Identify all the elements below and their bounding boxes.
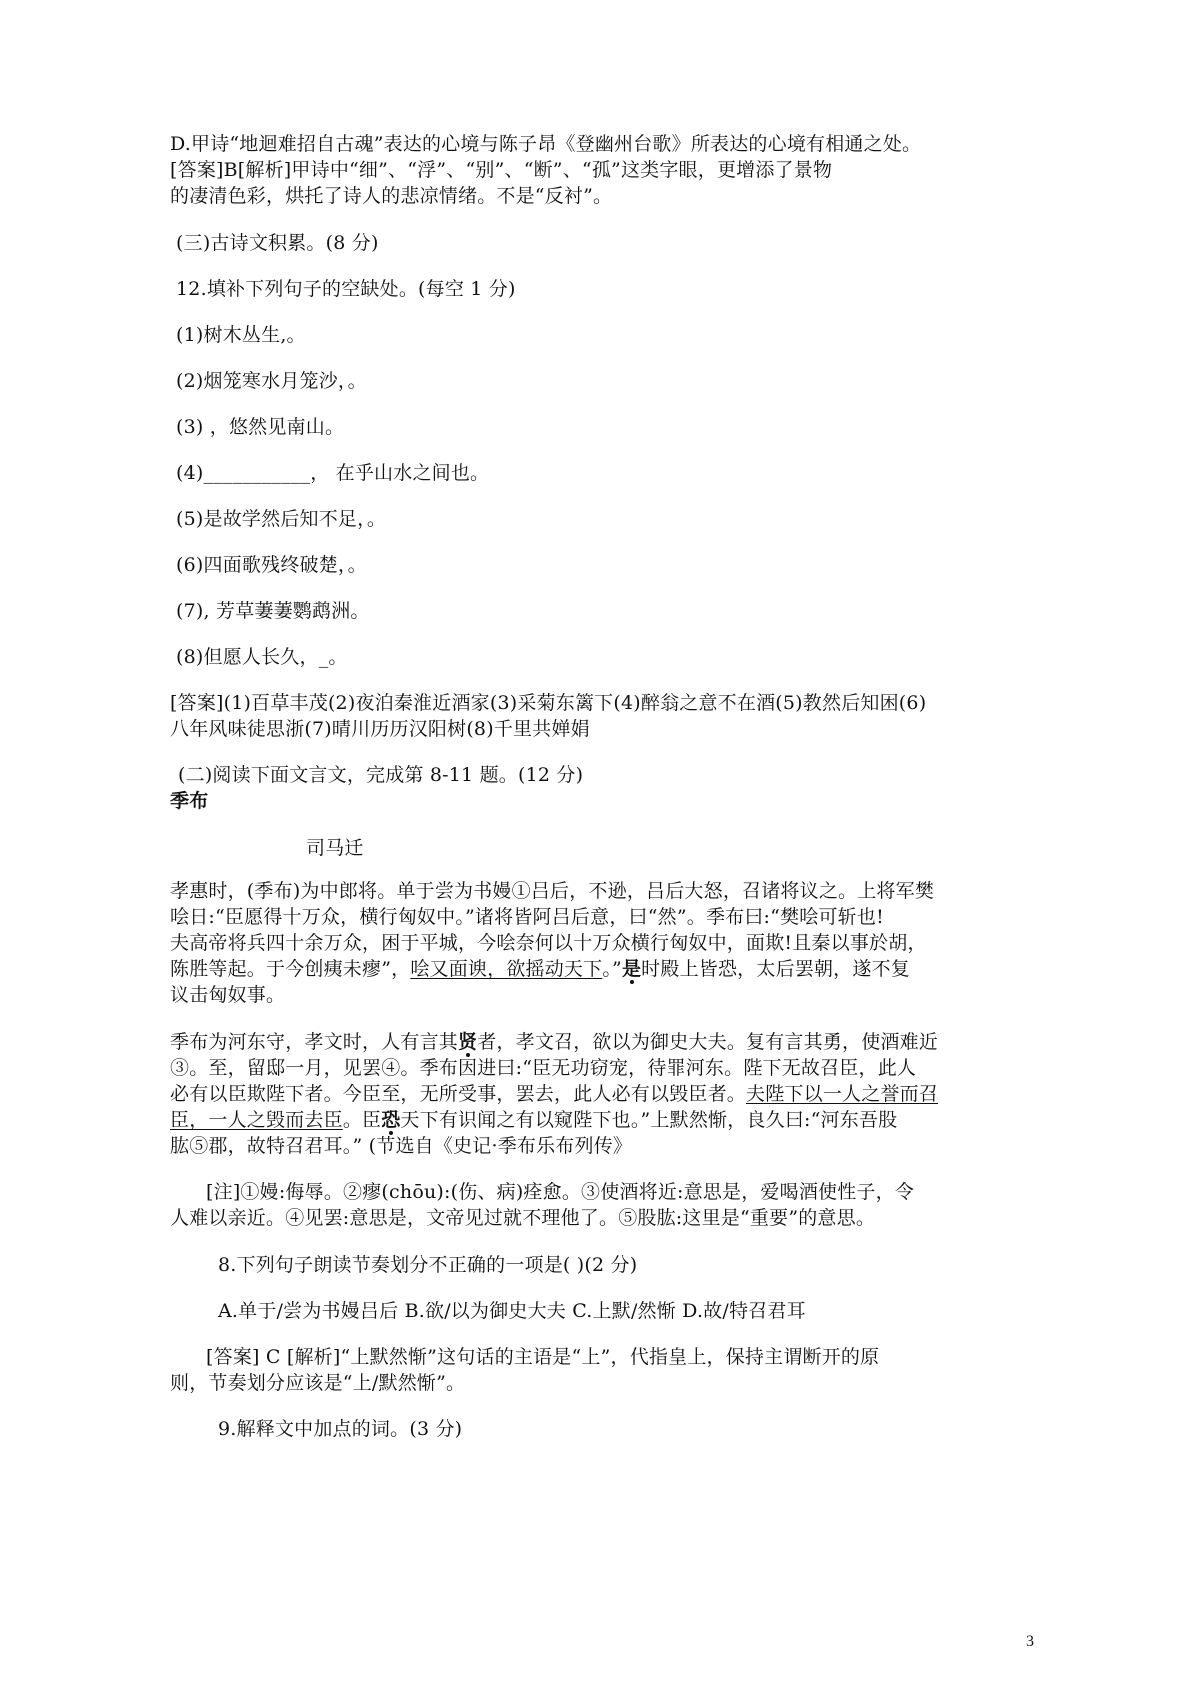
passage-text: 时殿上皆恐，太后罢朝，遂不复 bbox=[641, 958, 910, 980]
blank-5: (5)是故学然后知不足，。 bbox=[176, 508, 387, 530]
underlined-sentence: 臣，一人之毁而去臣 bbox=[170, 1109, 343, 1131]
blank-7: (7), 芳草萋萋鹦鹉洲。 bbox=[176, 600, 370, 622]
question-8-options: A.单于/尝为书嫚吕后 B.欲/以为御史大夫 C.上默/然惭 D.故/特召君耳 bbox=[218, 1300, 806, 1322]
passage-author: 司马迁 bbox=[306, 837, 364, 859]
annotation-notes-cont: 人难以亲近。④见罢:意思是，文帝见过就不理他了。⑤股肱:这里是“重要”的意思。 bbox=[170, 1207, 876, 1229]
answer-11-cont: 的凄清色彩，烘托了诗人的悲凉情绪。不是“反衬”。 bbox=[170, 185, 613, 207]
passage-text: 天下有识闻之有以窥陛下也。”上默然惭，良久曰:“河东吾股 bbox=[400, 1109, 898, 1131]
answer-12-cont: 八年风味徒思浙(7)晴川历历汉阳树(8)千里共婵娟 bbox=[170, 718, 590, 740]
dotted-word-kong: 恐 bbox=[381, 1109, 401, 1131]
page-number: 3 bbox=[1026, 1633, 1034, 1650]
passage-line: 夫高帝将兵四十余万众，困于平城，今哙奈何以十万众横行匈奴中，面欺!且秦以事於胡， bbox=[170, 932, 927, 954]
dotted-word-xian: 贤 bbox=[458, 1031, 478, 1053]
passage-line: ③。至，留邸一月，见罢④。季布因进曰:“臣无功窃宠，待罪河东。陛下无故召臣，此人 bbox=[170, 1057, 917, 1079]
blank-2: (2)烟笼寒水月笼沙，。 bbox=[176, 370, 367, 392]
underlined-sentence: 哙又面谀，欲摇动天下 bbox=[410, 958, 603, 980]
question-12: 12.填补下列句子的空缺处。(每空 1 分) bbox=[176, 278, 516, 300]
option-d: D.甲诗“地迴难招自古魂”表达的心境与陈子昂《登幽州台歌》所表达的心境有相通之处。 bbox=[170, 133, 922, 155]
passage-text: 。臣 bbox=[342, 1109, 382, 1131]
answer-8: [答案] C [解析]“上默然惭”这句话的主语是“上”，代指皇上，保持主谓断开的原 bbox=[206, 1346, 880, 1368]
passage-line: 议击匈奴事。 bbox=[170, 984, 286, 1006]
passage-line: 肱⑤郡，故特召君耳。” (节选自《史记·季布乐布列传》 bbox=[170, 1135, 633, 1157]
passage-line bbox=[170, 1029, 938, 1055]
passage-title: 季布 bbox=[170, 790, 209, 812]
passage-text: 。” bbox=[602, 958, 622, 980]
blank-6: (6)四面歌残终破楚，。 bbox=[176, 554, 367, 576]
question-9: 9.解释文中加点的词。(3 分) bbox=[218, 1418, 463, 1440]
question-8: 8.下列句子朗读节奏划分不正确的一项是( )(2 分) bbox=[218, 1254, 638, 1276]
answer-11: [答案]B[解析]甲诗中“细”、“浮”、“别”、“断”、“孤”这类字眼，更增添了景物 bbox=[170, 159, 833, 181]
answer-12: [答案](1)百草丰茂(2)夜泊秦淮近酒家(3)采菊东篱下(4)醉翁之意不在酒(5)教然后知困(6) bbox=[170, 692, 927, 714]
section-heading-3: (三)古诗文积累。(8 分) bbox=[176, 232, 379, 254]
passage-line bbox=[170, 956, 910, 982]
blank-4: (4)___________， 在乎山水之间也。 bbox=[176, 462, 490, 484]
answer-8-cont: 则，节奏划分应该是“上/默然惭”。 bbox=[170, 1372, 466, 1394]
passage-text: 必有以臣欺陛下者。今臣至，无所受事，罢去，此人必有以毁臣者。 bbox=[170, 1083, 747, 1105]
underlined-sentence: 夫陛下以一人之誉而召 bbox=[746, 1083, 939, 1105]
blank-8: (8)但愿人长久，_。 bbox=[176, 646, 348, 668]
blank-1: (1)树木丛生,。 bbox=[176, 324, 306, 346]
passage-line: 哙日:“臣愿得十万众，横行匈奴中。”诸将皆阿吕后意，曰“然”。季布曰:“樊哙可斩也! bbox=[170, 906, 884, 928]
passage-line: 孝惠时，(季布)为中郎将。单于尝为书嫚①吕后，不逊，吕后大怒，召诸将议之。上将军樊 bbox=[170, 880, 935, 902]
passage-line bbox=[170, 1107, 897, 1133]
section-heading-2: (二)阅读下面文言文，完成第 8-11 题。(12 分) bbox=[178, 764, 584, 786]
annotation-notes: [注]①嫚:侮辱。②瘳(chōu):(伤、病)痊愈。③使酒将近:意思是，爱喝酒使性子，令 bbox=[206, 1181, 915, 1203]
blank-3: (3) ，悠然见南山。 bbox=[176, 416, 345, 438]
passage-text: 季布为河东守，孝文时，人有言其 bbox=[170, 1031, 459, 1053]
passage-line bbox=[170, 1081, 938, 1107]
passage-text: 者，孝文召，欲以为御史大夫。复有言其勇，使酒难近 bbox=[477, 1031, 939, 1053]
dotted-word-shi: 是 bbox=[621, 958, 642, 980]
passage-text: 陈胜等起。于今创痍未瘳”， bbox=[170, 958, 411, 980]
